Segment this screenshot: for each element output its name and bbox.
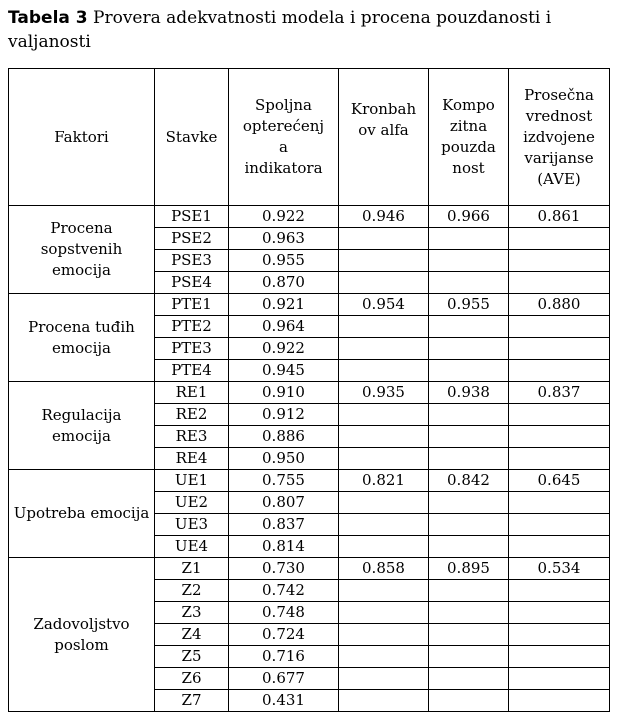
ave-cell: [509, 228, 610, 250]
ave-cell: [509, 426, 610, 448]
item-cell: RE1: [155, 382, 229, 404]
alpha-cell: 0.935: [339, 382, 429, 404]
ave-cell: 0.880: [509, 294, 610, 316]
cr-cell: 0.938: [429, 382, 509, 404]
alpha-cell: [339, 690, 429, 712]
ave-cell: [509, 316, 610, 338]
alpha-cell: [339, 668, 429, 690]
table-row: [9, 470, 610, 492]
factor-cell: Regulacija emocija: [9, 382, 155, 470]
item-cell: PTE1: [155, 294, 229, 316]
table-caption: [8, 6, 608, 54]
header-ave: Prosečna vrednost izdvojene varijanse (AVE): [509, 69, 610, 206]
alpha-cell: [339, 580, 429, 602]
item-cell: UE3: [155, 514, 229, 536]
alpha-cell: [339, 360, 429, 382]
caption-text: Provera adekvatnosti modela i procena pouzdanosti i valjanosti: [8, 8, 552, 52]
alpha-cell: [339, 492, 429, 514]
item-cell: PTE4: [155, 360, 229, 382]
cr-cell: [429, 426, 509, 448]
ave-cell: [509, 646, 610, 668]
alpha-cell: [339, 250, 429, 272]
item-cell: RE2: [155, 404, 229, 426]
reliability-table: [8, 68, 610, 712]
ave-cell: [509, 272, 610, 294]
ave-cell: 0.861: [509, 206, 610, 228]
alpha-cell: [339, 536, 429, 558]
loading-cell: 0.955: [229, 250, 339, 272]
cr-cell: [429, 404, 509, 426]
cr-cell: [429, 272, 509, 294]
item-cell: UE1: [155, 470, 229, 492]
cr-cell: [429, 338, 509, 360]
table-row: [9, 206, 610, 228]
factor-cell: Procena tuđih emocija: [9, 294, 155, 382]
cr-cell: [429, 602, 509, 624]
ave-cell: [509, 338, 610, 360]
cr-cell: [429, 360, 509, 382]
cr-cell: [429, 448, 509, 470]
header-loading: Spoljna opterećenj a indikatora: [229, 69, 339, 206]
alpha-cell: 0.946: [339, 206, 429, 228]
item-cell: Z6: [155, 668, 229, 690]
alpha-cell: [339, 404, 429, 426]
loading-cell: 0.814: [229, 536, 339, 558]
cr-cell: [429, 536, 509, 558]
ave-cell: [509, 668, 610, 690]
alpha-cell: [339, 338, 429, 360]
loading-cell: 0.837: [229, 514, 339, 536]
header-factor: Faktori: [9, 69, 155, 206]
alpha-cell: [339, 646, 429, 668]
item-cell: PTE3: [155, 338, 229, 360]
alpha-cell: [339, 228, 429, 250]
header-cr: Kompo zitna pouzda nost: [429, 69, 509, 206]
factor-cell: Zadovoljstvo poslom: [9, 558, 155, 712]
item-cell: Z2: [155, 580, 229, 602]
ave-cell: 0.534: [509, 558, 610, 580]
alpha-cell: [339, 602, 429, 624]
item-cell: PTE2: [155, 316, 229, 338]
alpha-cell: [339, 316, 429, 338]
ave-cell: [509, 580, 610, 602]
item-cell: Z3: [155, 602, 229, 624]
ave-cell: 0.837: [509, 382, 610, 404]
table-body: [9, 206, 610, 712]
cr-cell: 0.955: [429, 294, 509, 316]
item-cell: PSE4: [155, 272, 229, 294]
loading-cell: 0.431: [229, 690, 339, 712]
ave-cell: [509, 514, 610, 536]
table-row: [9, 558, 610, 580]
header-alpha: Kronbah ov alfa: [339, 69, 429, 206]
alpha-cell: [339, 624, 429, 646]
cr-cell: [429, 690, 509, 712]
header-row: [9, 69, 610, 206]
ave-cell: [509, 360, 610, 382]
cr-cell: [429, 228, 509, 250]
ave-cell: [509, 536, 610, 558]
loading-cell: 0.964: [229, 316, 339, 338]
ave-cell: [509, 602, 610, 624]
alpha-cell: [339, 272, 429, 294]
item-cell: PSE2: [155, 228, 229, 250]
cr-cell: [429, 624, 509, 646]
cr-cell: [429, 668, 509, 690]
loading-cell: 0.716: [229, 646, 339, 668]
loading-cell: 0.886: [229, 426, 339, 448]
item-cell: Z5: [155, 646, 229, 668]
loading-cell: 0.950: [229, 448, 339, 470]
cr-cell: [429, 492, 509, 514]
alpha-cell: [339, 448, 429, 470]
alpha-cell: [339, 426, 429, 448]
loading-cell: 0.912: [229, 404, 339, 426]
loading-cell: 0.922: [229, 338, 339, 360]
cr-cell: [429, 316, 509, 338]
cr-cell: 0.895: [429, 558, 509, 580]
ave-cell: [509, 250, 610, 272]
item-cell: PSE3: [155, 250, 229, 272]
alpha-cell: 0.858: [339, 558, 429, 580]
item-cell: Z1: [155, 558, 229, 580]
item-cell: PSE1: [155, 206, 229, 228]
loading-cell: 0.755: [229, 470, 339, 492]
ave-cell: [509, 404, 610, 426]
item-cell: Z7: [155, 690, 229, 712]
ave-cell: 0.645: [509, 470, 610, 492]
cr-cell: [429, 646, 509, 668]
table-row: [9, 382, 610, 404]
alpha-cell: 0.954: [339, 294, 429, 316]
loading-cell: 0.742: [229, 580, 339, 602]
loading-cell: 0.677: [229, 668, 339, 690]
cr-cell: 0.842: [429, 470, 509, 492]
loading-cell: 0.807: [229, 492, 339, 514]
alpha-cell: 0.821: [339, 470, 429, 492]
cr-cell: [429, 514, 509, 536]
ave-cell: [509, 690, 610, 712]
loading-cell: 0.724: [229, 624, 339, 646]
loading-cell: 0.922: [229, 206, 339, 228]
ave-cell: [509, 492, 610, 514]
factor-cell: Upotreba emocija: [9, 470, 155, 558]
caption-label: Tabela 3: [8, 8, 88, 28]
cr-cell: 0.966: [429, 206, 509, 228]
loading-cell: 0.748: [229, 602, 339, 624]
table-row: [9, 294, 610, 316]
loading-cell: 0.963: [229, 228, 339, 250]
item-cell: RE4: [155, 448, 229, 470]
item-cell: UE4: [155, 536, 229, 558]
item-cell: RE3: [155, 426, 229, 448]
alpha-cell: [339, 514, 429, 536]
loading-cell: 0.910: [229, 382, 339, 404]
item-cell: Z4: [155, 624, 229, 646]
cr-cell: [429, 580, 509, 602]
cr-cell: [429, 250, 509, 272]
ave-cell: [509, 624, 610, 646]
item-cell: UE2: [155, 492, 229, 514]
factor-cell: Procena sopstvenih emocija: [9, 206, 155, 294]
header-items: Stavke: [155, 69, 229, 206]
loading-cell: 0.730: [229, 558, 339, 580]
loading-cell: 0.921: [229, 294, 339, 316]
loading-cell: 0.945: [229, 360, 339, 382]
ave-cell: [509, 448, 610, 470]
loading-cell: 0.870: [229, 272, 339, 294]
